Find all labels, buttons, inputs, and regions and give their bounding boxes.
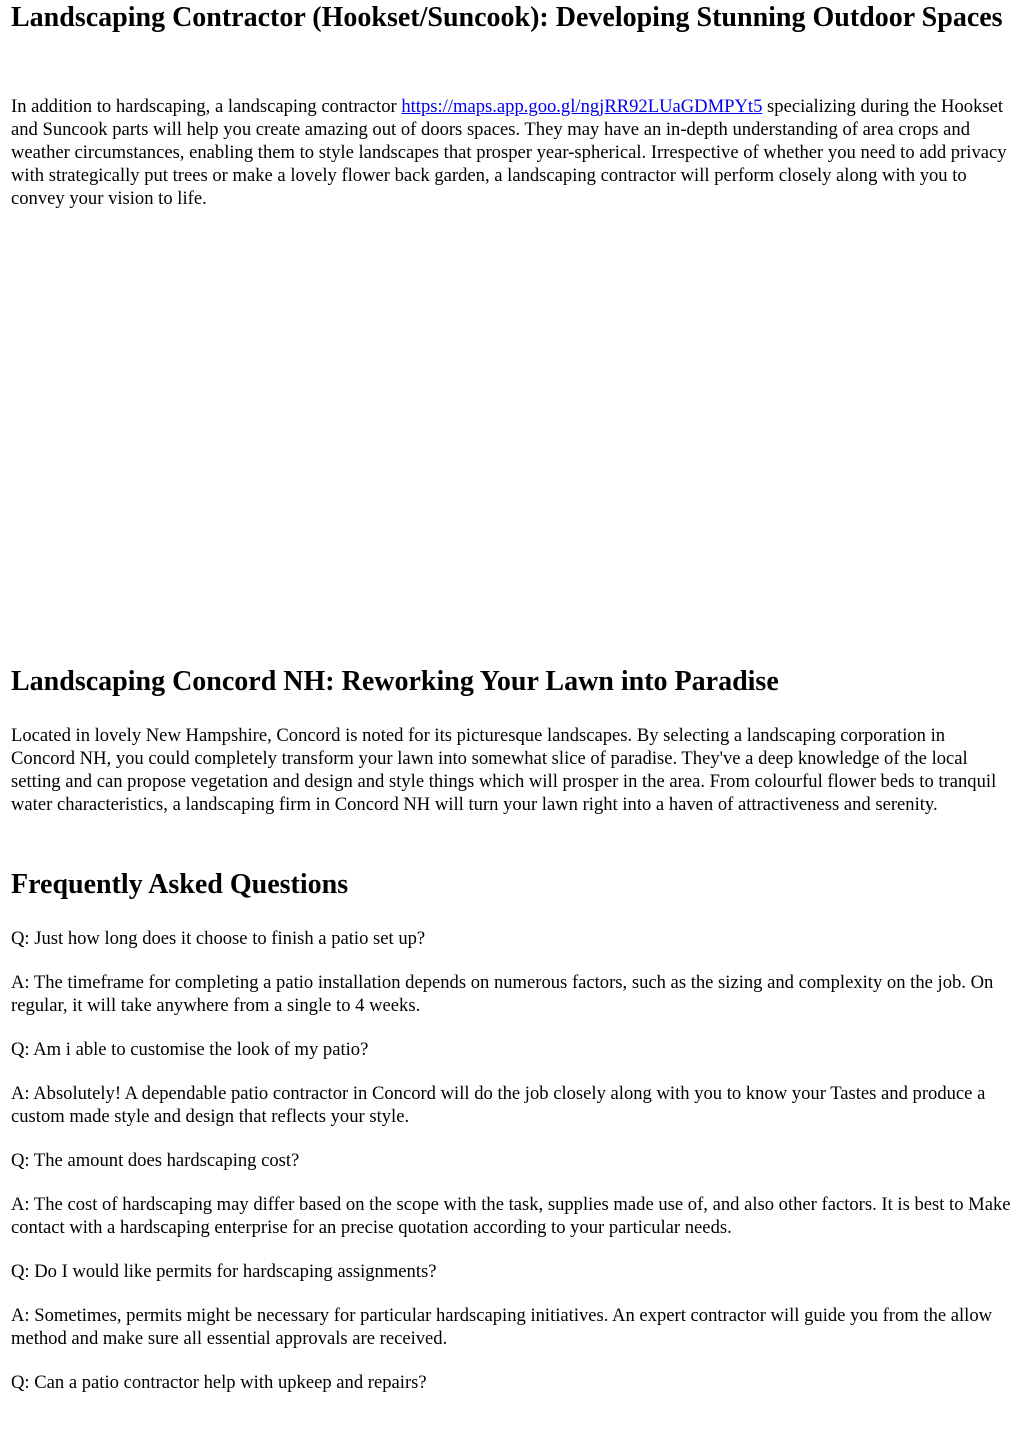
faq-answer: A: Absolutely! A dependable patio contractor in Concord will do the job closely along with you to know your Tastes and produce a custom made style and design that reflects your style.: [11, 1083, 986, 1127]
faq-question: Q: Can a patio contractor help with upkeep and repairs?: [11, 1372, 427, 1393]
section-paragraph-concord: Located in lovely New Hampshire, Concord is noted for its picturesque landscapes. By selecting a landscaping corporation in Concord NH, you could completely transform your lawn into somewhat slice of paradise. They've a deep knowledge of the local setting and can propose vegetation and design and style things which will prosper in the area. From colourful flower beds to tranquil water characteristics, a landscaping firm in Concord NH will turn your lawn right into a haven of attractiveness and serenity.: [11, 725, 997, 815]
paragraph-text-after-link: specializing during the Hookset and Suncook parts will help you create amazing out of doors spaces. They may have an in-depth understanding of area crops and weather circumstances, enabling them to style landscapes that prosper year-spherical. Irrespective of whether you need to add privacy with strategically put trees or make a lovely flower back garden, a landscaping contractor will perform closely along with you to convey your vision to life.: [11, 96, 1007, 209]
faq-question: Q: Just how long does it choose to finish a patio set up?: [11, 928, 426, 949]
faq-answer: A: Sometimes, permits might be necessary for particular hardscaping initiatives. An expert contractor will guide you from the allow method and make sure all essential approvals are received.: [11, 1305, 993, 1349]
faq-question: Q: Am i able to customise the look of my patio?: [11, 1039, 369, 1060]
section-paragraph-hookset-suncook: [11, 95, 1013, 210]
faq-answer: A: The timeframe for completing a patio installation depends on numerous factors, such as the sizing and complexity on the job. On regular, it will take anywhere from a single to 4 weeks.: [11, 972, 994, 1016]
faq-heading: Frequently Asked Questions: [11, 869, 349, 900]
paragraph-text-before-link: In addition to hardscaping, a landscaping contractor: [11, 96, 402, 117]
section-heading-concord: Landscaping Concord NH: Reworking Your Lawn into Paradise: [11, 666, 779, 697]
section-heading-hookset-suncook: Landscaping Contractor (Hookset/Suncook): Developing Stunning Outdoor Spaces: [11, 2, 1003, 33]
faq-question: Q: Do I would like permits for hardscaping assignments?: [11, 1261, 437, 1282]
faq-question: Q: The amount does hardscaping cost?: [11, 1150, 300, 1171]
maps-link[interactable]: https://maps.app.goo.gl/ngjRR92LUaGDMPYt5: [401, 96, 763, 117]
faq-answer: A: The cost of hardscaping may differ based on the scope with the task, supplies made use of, and also other factors. It is best to Make contact with a hardscaping enterprise for an precise quotation according to your particular needs.: [11, 1194, 1011, 1238]
